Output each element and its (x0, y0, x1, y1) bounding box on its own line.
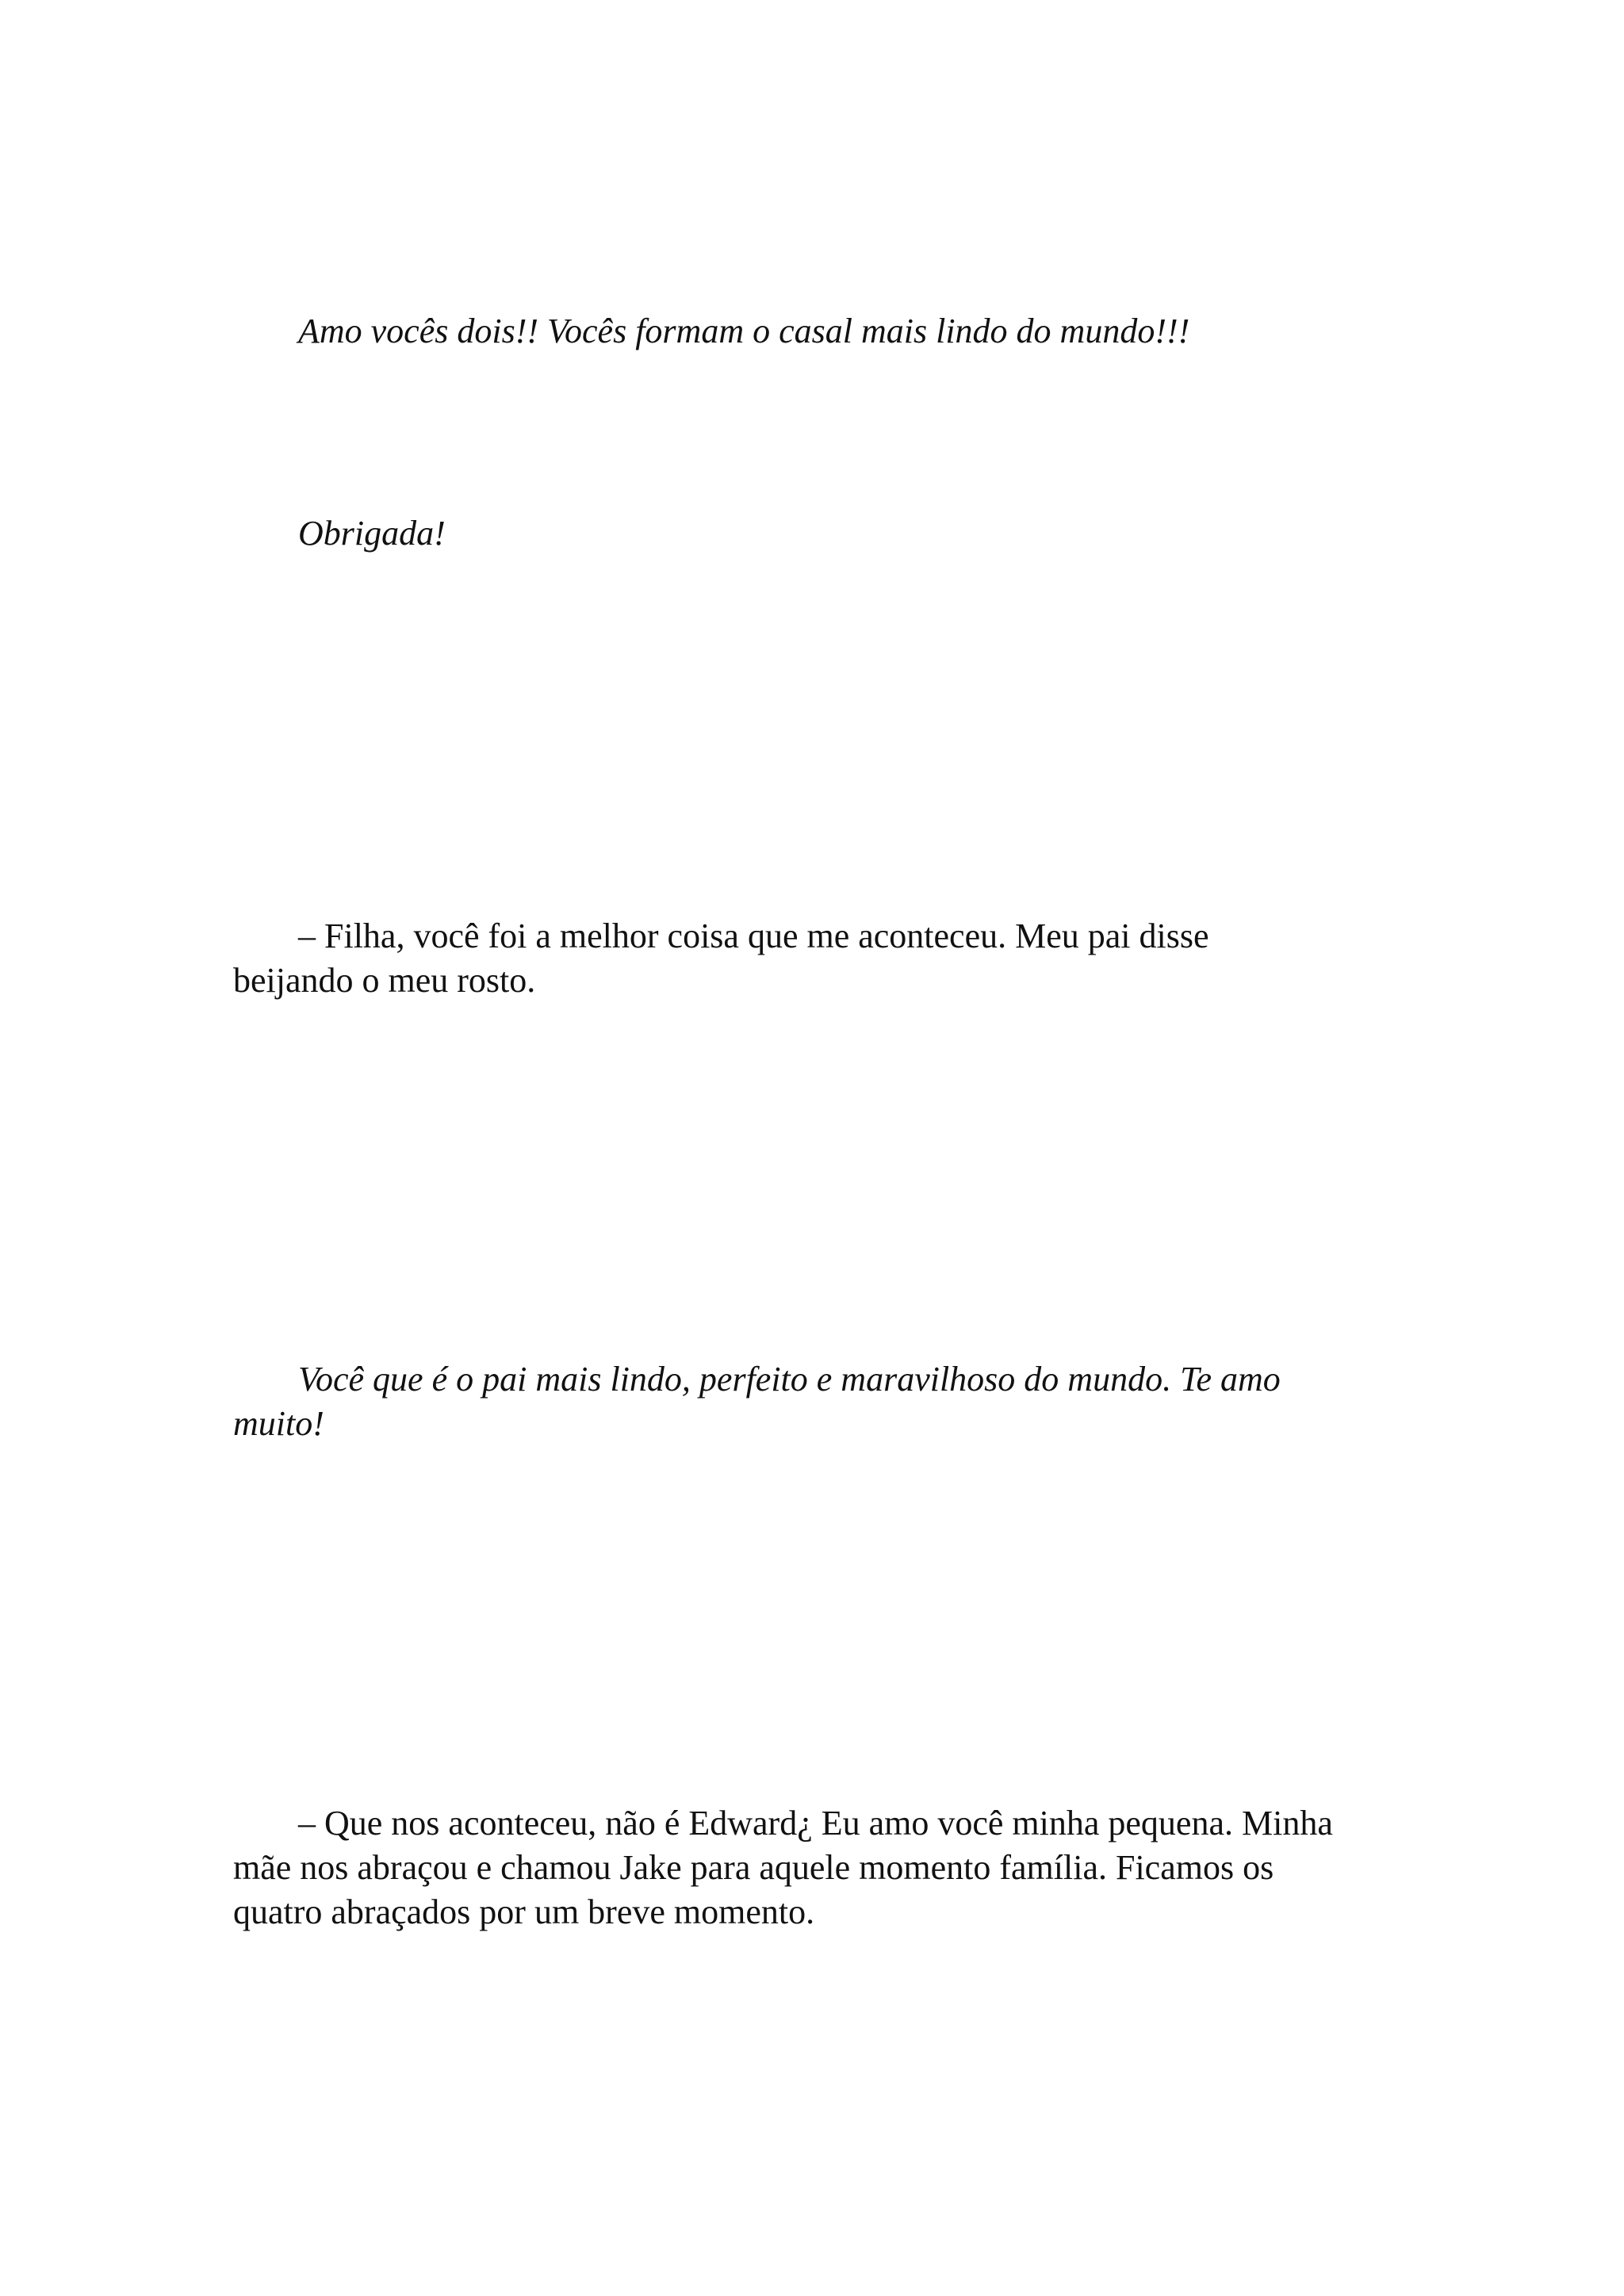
paragraph-5-line-3: quatro abraçados por um breve momento. (233, 1892, 815, 1931)
paragraph-4-line-1: Você que é o pai mais lindo, perfeito e maravilhoso do mundo. Te amo (298, 1360, 1281, 1399)
paragraph-4 (233, 1357, 1423, 1446)
paragraph-5 (233, 1801, 1423, 1934)
paragraph-2 (233, 511, 1423, 556)
paragraph-5-line-1: – Que nos aconteceu, não é Edward¿ Eu amo você minha pequena. Minha (298, 1804, 1333, 1843)
paragraph-2-line-1: Obrigada! (298, 514, 446, 553)
paragraph-1-line-1: Amo vocês dois!! Vocês formam o casal mais lindo do mundo!!! (298, 312, 1190, 350)
paragraph-5-line-2: mãe nos abraçou e chamou Jake para aquele momento família. Ficamos os (233, 1848, 1274, 1887)
paragraph-1 (233, 309, 1423, 354)
paragraph-3-line-2: beijando o meu rosto. (233, 961, 536, 1000)
paragraph-3 (233, 914, 1423, 1003)
paragraph-3-line-1: – Filha, você foi a melhor coisa que me aconteceu. Meu pai disse (298, 916, 1209, 955)
paragraph-4-line-2: muito! (233, 1404, 324, 1443)
